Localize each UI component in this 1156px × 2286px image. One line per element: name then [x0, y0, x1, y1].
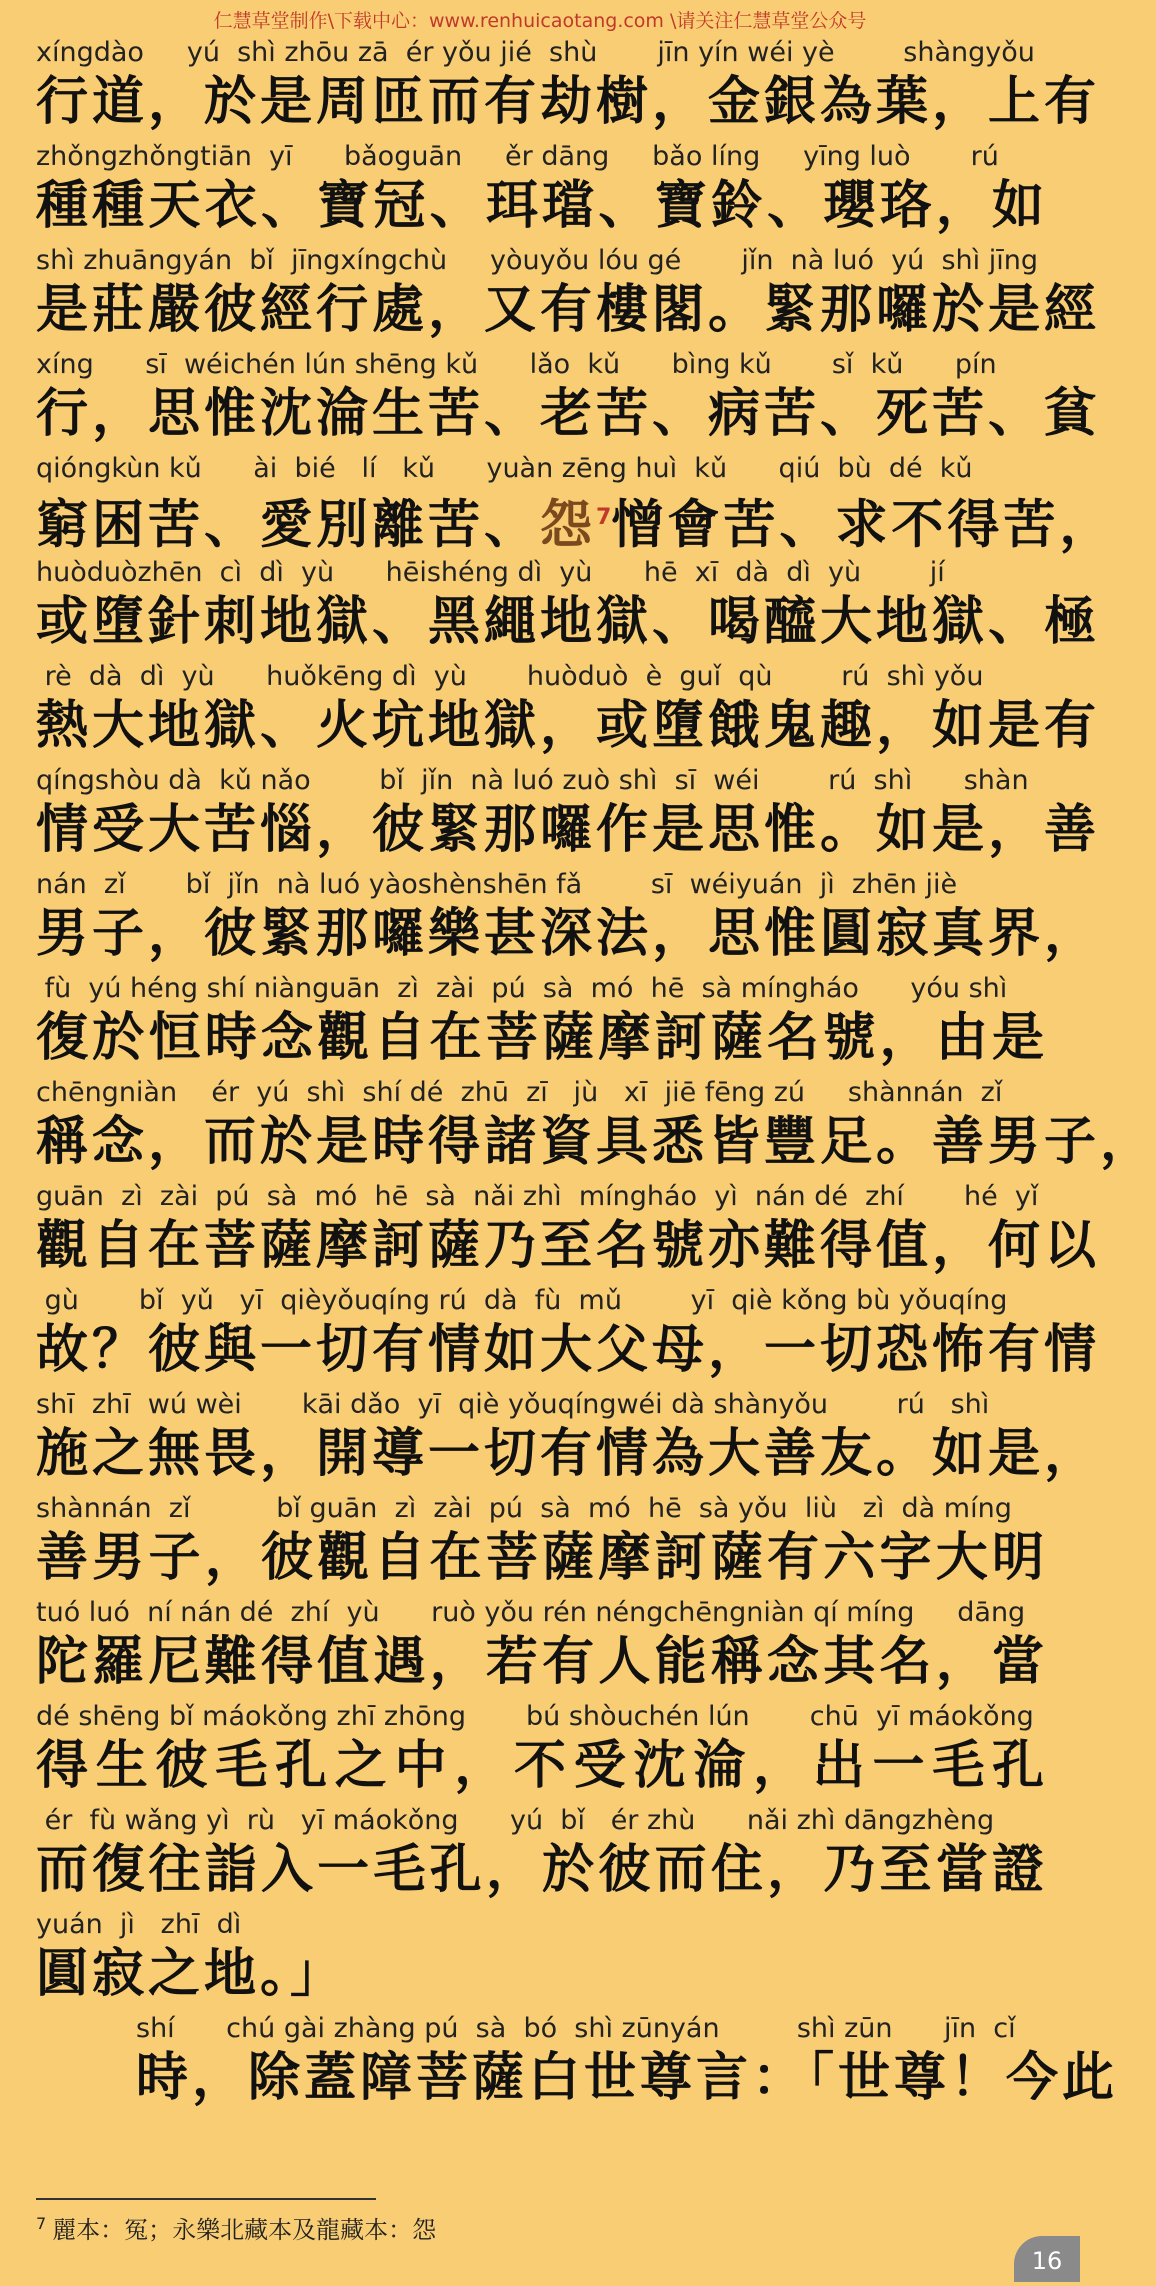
pinyin-line: rè dà dì yù huǒkēng dì yù huòduò è guǐ qù rú shì yǒu — [36, 661, 984, 692]
hanzi-line: 陀羅尼難得值遇，若有人能稱念其名，當 — [36, 1632, 1048, 1692]
hanzi-line: 觀自在菩薩摩訶薩乃至名號亦難得值，何以 — [36, 1216, 1101, 1276]
pinyin-line: huòduòzhēn cì dì yù hēishéng dì yù hē xī dà dì yù jí — [36, 557, 945, 588]
hanzi-line: 圓寂之地。」 — [36, 1944, 347, 2004]
footnote — [36, 2210, 436, 2245]
hanzi-line: 故？彼與一切有情如大父母，一切恐怖有情 — [36, 1320, 1101, 1380]
pinyin-line: fù yú héng shí niànguān zì zài pú sà mó hē sà míngháo yóu shì — [36, 973, 1008, 1004]
hanzi-line: 行道，於是周匝而有劫樹，金銀為葉，上有 — [36, 72, 1101, 132]
pinyin-line: chēngniàn ér yú shì shí dé zhū zī jù xī jiē fēng zú shànnán zǐ — [36, 1077, 1003, 1108]
text-line — [36, 1181, 1101, 1286]
pinyin-line: xíng sī wéichén lún shēng kǔ lǎo kǔ bìng kǔ sǐ kǔ pín — [36, 349, 997, 380]
hanzi-line: 是莊嚴彼經行處，又有樓閣。緊那囉於是經 — [36, 280, 1101, 340]
hanzi-line: 熱大地獄、火坑地獄，或墮餓鬼趣，如是有 — [36, 696, 1101, 756]
text-line — [36, 2013, 1119, 2118]
text-line — [36, 1285, 1101, 1390]
text-line — [36, 37, 1101, 142]
text-line — [36, 1077, 1156, 1182]
text-line — [36, 1910, 1048, 2014]
text-line — [36, 349, 1101, 454]
hanzi-line: 情受大苦惱，彼緊那囉作是思惟。如是，善 — [36, 800, 1101, 860]
hanzi-line: 而復往詣入一毛孔，於彼而住，乃至當證 — [36, 1840, 1048, 1900]
page-number-badge: 16 — [1014, 2236, 1080, 2282]
pinyin-line: shì zhuāngyán bǐ jīngxíngchù yòuyǒu lóu gé jǐn nà luó yú shì jīng — [36, 245, 1038, 276]
text-line — [36, 1806, 1048, 1910]
hanzi-segment: 窮困苦、愛別離苦、 — [36, 495, 541, 556]
text-line — [36, 1389, 1101, 1494]
pinyin-line: zhǒngzhǒngtiān yī bǎoguān ěr dāng bǎo líng yīng luò rú — [36, 141, 999, 172]
hanzi-line: 時，除蓋障菩薩白世尊言：「世尊！今此 — [136, 2048, 1119, 2108]
text-line — [36, 661, 1101, 766]
text-line — [36, 1598, 1048, 1702]
hanzi-line: 男子，彼緊那囉樂甚深法，思惟圓寂真界， — [36, 904, 1101, 964]
scripture-text — [36, 37, 1156, 2118]
header-banner: 仁慧草堂制作\下载中心：www.renhuicaotang.com \请关注仁慧草堂公众号 — [213, 10, 867, 32]
text-line — [36, 453, 1116, 558]
hanzi-line: 善男子，彼觀自在菩薩摩訶薩有六字大明 — [36, 1528, 1048, 1588]
pinyin-line: xíngdào yú shì zhōu zā ér yǒu jié shù jīn yín wéi yè shàngyǒu — [36, 37, 1035, 68]
pinyin-line: dé shēng bǐ máokǒng zhī zhōng bú shòuchén lún chū yī máokǒng — [36, 1701, 1034, 1732]
footnote-divider — [36, 2198, 376, 2200]
pinyin-line: tuó luó ní nán dé zhí yù ruò yǒu rén néngchēngniàn qí míng dāng — [36, 1597, 1026, 1628]
hanzi-line: 稱念，而於是時得諸資具悉皆豐足。善男子， — [36, 1112, 1156, 1172]
pinyin-line: yuán jì zhī dì — [36, 1909, 242, 1940]
pinyin-line: shànnán zǐ bǐ guān zì zài pú sà mó hē sà yǒu liù zì dà míng — [36, 1493, 1012, 1524]
pinyin-line: shī zhī wú wèi kāi dǎo yī qiè yǒuqíngwéi dà shànyǒu rú shì — [36, 1389, 990, 1420]
hanzi-line: 得生彼毛孔之中，不受沈淪，出一毛孔 — [36, 1736, 1048, 1796]
pinyin-line: guān zì zài pú sà mó hē sà nǎi zhì míngháo yì nán dé zhí hé yǐ — [36, 1181, 1039, 1212]
hanzi-line: 施之無畏，開導一切有情為大善友。如是， — [36, 1424, 1101, 1484]
hanzi-line: 種種天衣、寶冠、珥璫、寶鈴、瓔珞，如 — [36, 176, 1048, 236]
footnote-reference: 7 — [596, 505, 612, 530]
hanzi-line: 或墮針刺地獄、黑繩地獄、喝醯大地獄、極 — [36, 592, 1101, 652]
footnoted-character: 怨 — [540, 495, 597, 556]
pinyin-line: gù bǐ yǔ yī qièyǒuqíng rú dà fù mǔ yī qiè kǒng bù yǒuqíng — [36, 1285, 1008, 1316]
pinyin-line: shí chú gài zhàng pú sà bó shì zūnyán shì zūn jīn cǐ — [136, 2013, 1016, 2044]
pinyin-line: nán zǐ bǐ jǐn nà luó yàoshènshēn fǎ sī wéiyuán jì zhēn jiè — [36, 869, 958, 900]
pinyin-line: qíngshòu dà kǔ nǎo bǐ jǐn nà luó zuò shì sī wéi rú shì shàn — [36, 765, 1029, 796]
hanzi-line — [36, 484, 1116, 556]
text-line — [36, 1702, 1048, 1806]
text-line — [36, 765, 1101, 870]
hanzi-line: 復於恒時念觀自在菩薩摩訶薩名號，由是 — [36, 1008, 1048, 1068]
text-line — [36, 1494, 1048, 1598]
hanzi-segment: 憎會苦、求不得苦， — [611, 495, 1116, 556]
footnote-text: 麗本：冤；永樂北藏本及龍藏本：怨 — [52, 2216, 437, 2244]
hanzi-line: 行，思惟沈淪生苦、老苦、病苦、死苦、貧 — [36, 384, 1101, 444]
footnote-number: 7 — [36, 2214, 47, 2233]
text-line — [36, 557, 1101, 662]
pinyin-line: qióngkùn kǔ ài bié lí kǔ yuàn zēng huì kǔ qiú bù dé kǔ — [36, 453, 973, 484]
pinyin-line: ér fù wǎng yì rù yī máokǒng yú bǐ ér zhù nǎi zhì dāngzhèng — [36, 1805, 995, 1836]
text-line — [36, 869, 1101, 974]
text-line — [36, 245, 1101, 350]
text-line — [36, 974, 1048, 1078]
text-line — [36, 142, 1048, 246]
